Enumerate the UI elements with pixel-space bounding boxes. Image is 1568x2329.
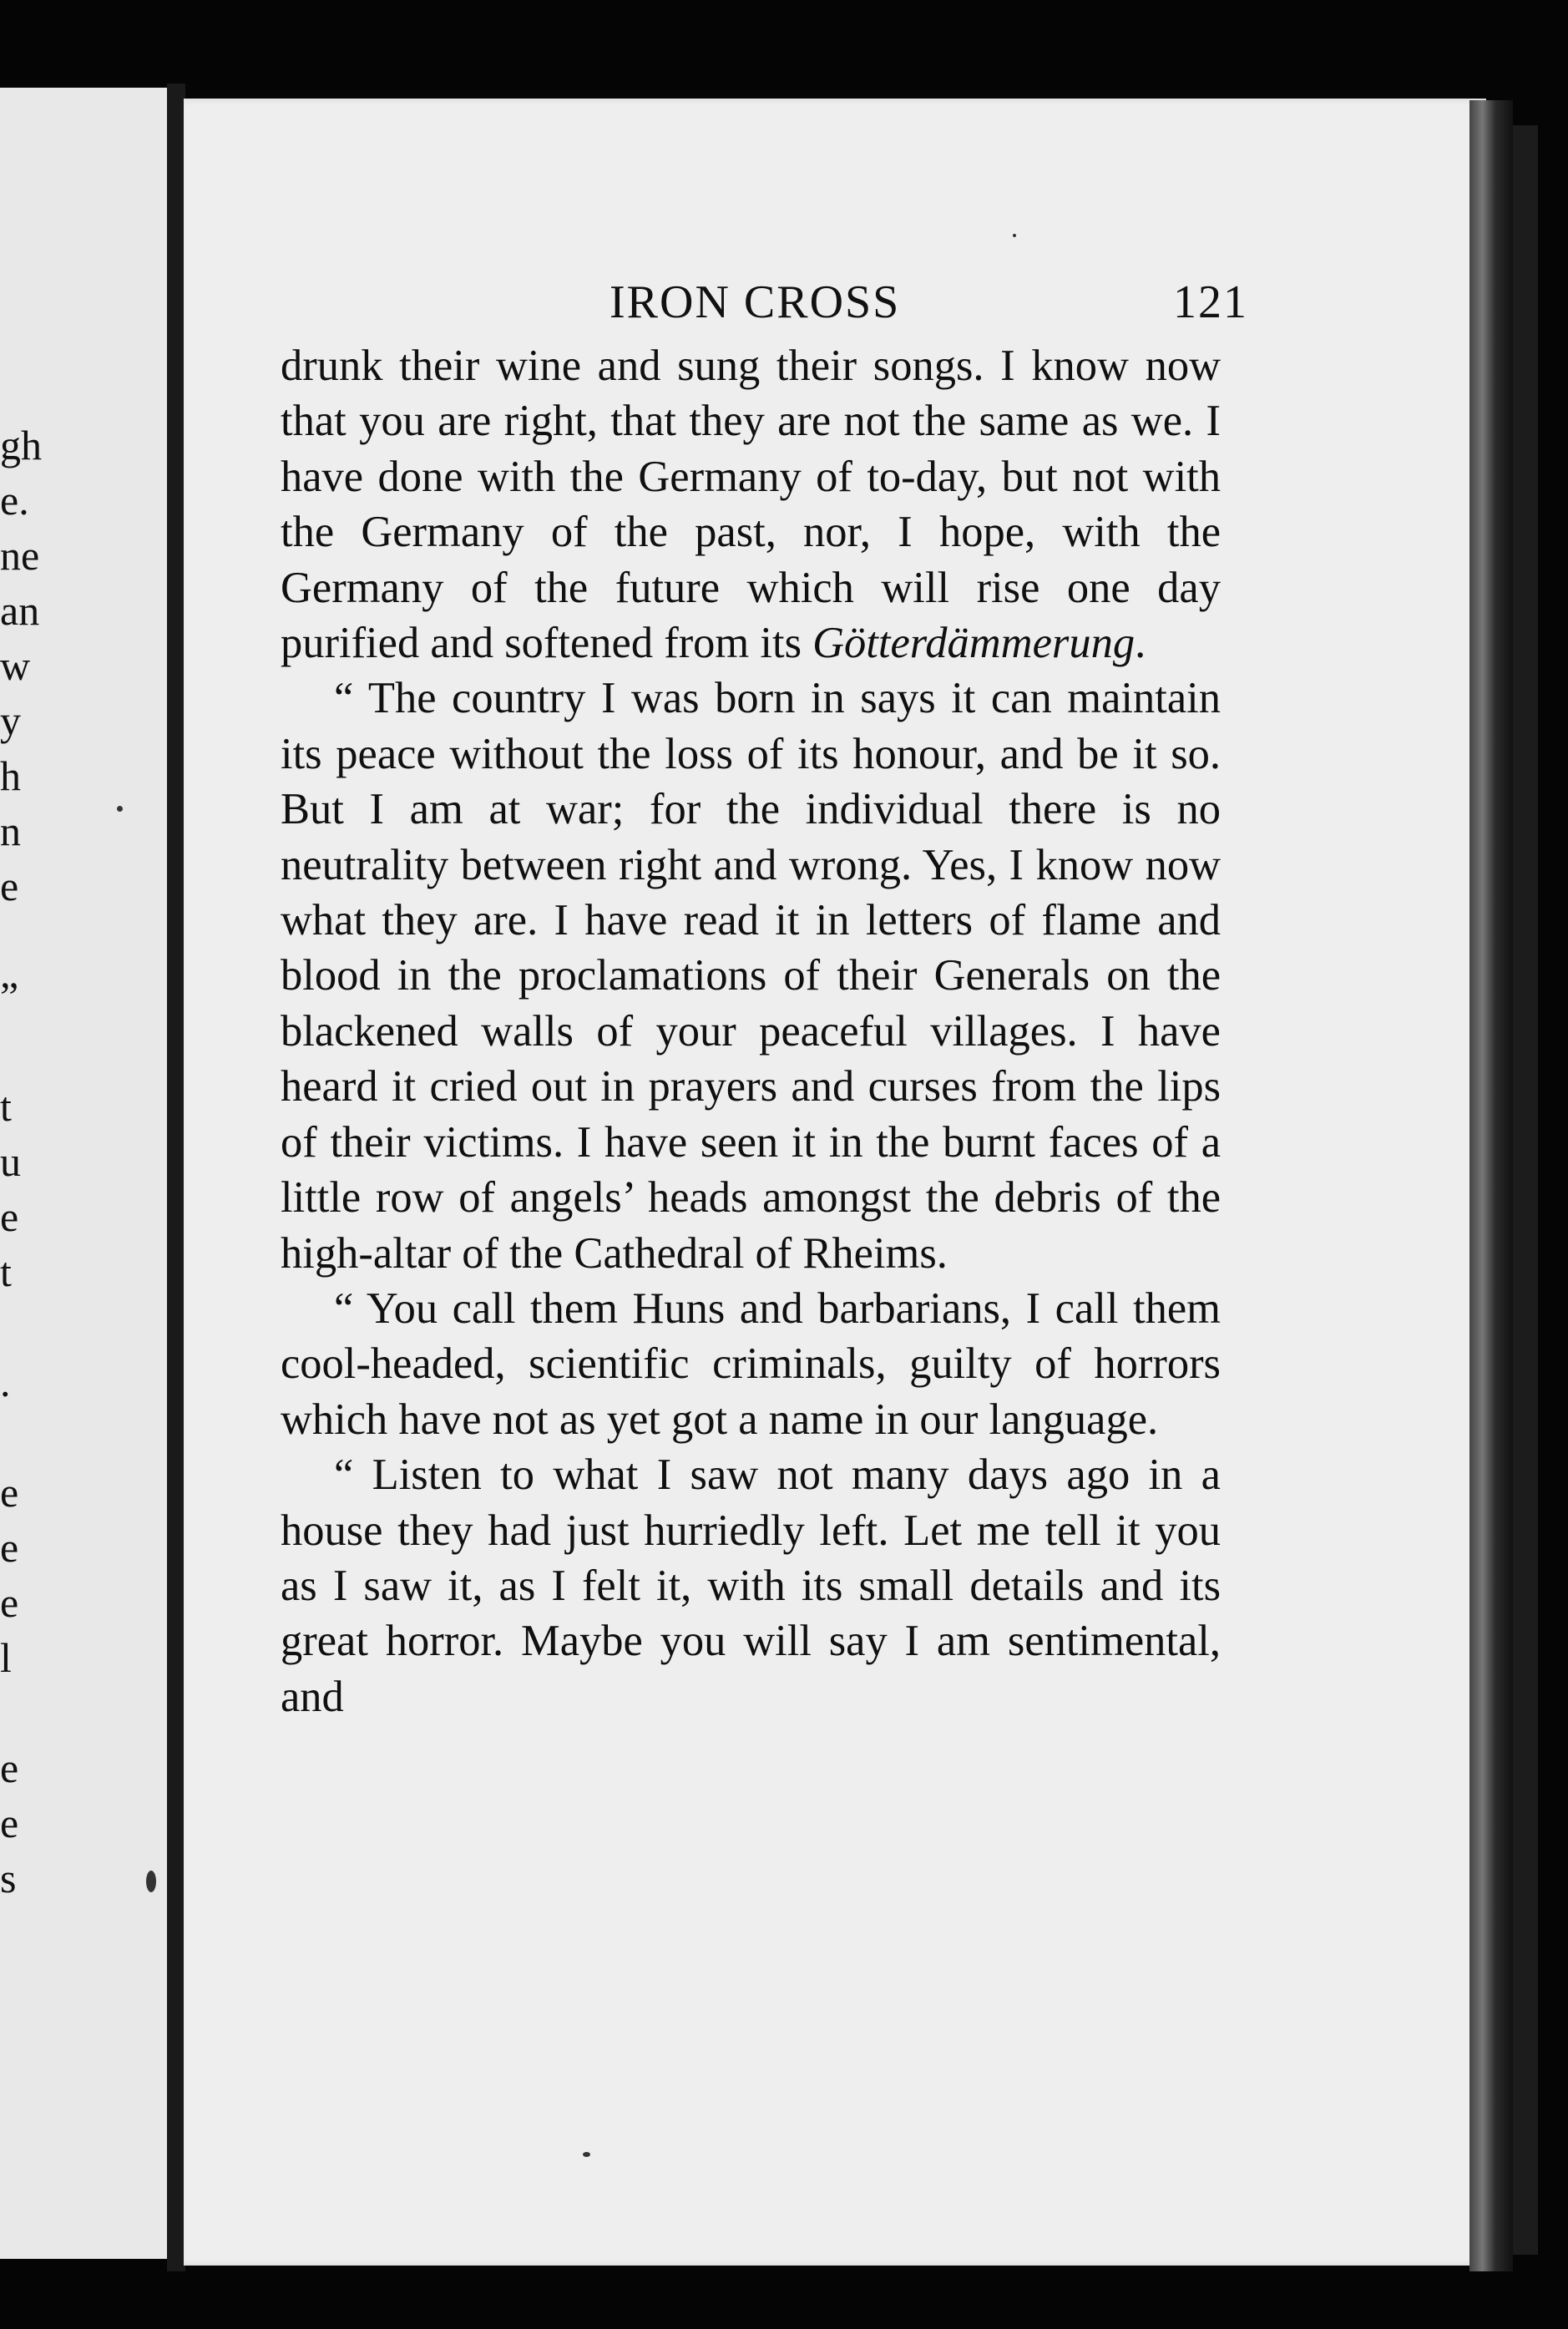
paragraph-text-end: . (1135, 619, 1146, 668)
line-fragment: ” (0, 973, 19, 1020)
paragraph-text: drunk their wine and sung their songs. I know now that you are right, that they are not the same as we. I have done with the Germany of to-day, but not with the Germany of the past, nor, I hope, with the Germany of the future which will rise one day purified and softened from its (281, 342, 1221, 668)
line-fragment: u (0, 1138, 21, 1185)
line-fragment: e (0, 1469, 19, 1516)
line-fragment: e (0, 1193, 19, 1240)
line-fragment (0, 1024, 50, 1079)
body-text (281, 338, 1221, 1724)
scan-speck (146, 1871, 156, 1892)
page-number: 121 (1173, 276, 1248, 328)
book-gutter (167, 84, 185, 2271)
line-fragment: h (0, 752, 21, 799)
running-title: IRON CROSS (609, 276, 901, 328)
line-fragment: n (0, 808, 21, 854)
line-fragment (0, 1685, 50, 1740)
paragraph (281, 338, 1221, 671)
line-fragment: e (0, 1800, 19, 1846)
line-fragment: l (0, 1634, 12, 1681)
line-fragment: t (0, 1083, 12, 1130)
line-fragment: e (0, 1579, 19, 1626)
scan-speck (583, 2152, 590, 2157)
line-fragment: s (0, 1855, 17, 1901)
line-fragment (0, 1299, 50, 1354)
line-fragment: t (0, 1248, 12, 1295)
scan-speck (117, 806, 123, 812)
line-fragment: e (0, 1744, 19, 1791)
line-fragment (0, 1410, 50, 1465)
scan-speck (1013, 234, 1016, 237)
paragraph: “ You call them Huns and barbarians, I call them cool-headed, scientific criminals, guilty of horrors which have not as yet got a name in our language. (281, 1283, 1221, 1444)
line-fragment: w (0, 642, 31, 689)
line-fragment: e. (0, 477, 29, 524)
italic-word: Götterdämmerung (812, 619, 1136, 668)
page-stack-edge (1469, 100, 1513, 2271)
line-fragment: ne (0, 532, 40, 579)
line-fragment (0, 1906, 50, 1961)
previous-page-edge (0, 88, 167, 2259)
line-fragment: . (0, 1359, 11, 1405)
line-fragment: an (0, 587, 40, 634)
paragraph: “ The country I was born in says it can maintain its peace without the loss of its honour, and be it so. But I am at war; for the individual there is no neutrality between right and wrong. Yes, I know now what they are. I have read it in letters of flame and blood in the proclamations of their Generals on the blackened walls of your peaceful villages. I have heard it cried out in prayers and curses from the lips of their victims. I have seen it in the burnt faces of a little row of angels’ heads amongst the debris of the high-altar of the Cathedral of Rheims. (281, 674, 1221, 1278)
line-fragment: y (0, 697, 21, 744)
line-fragment (0, 914, 50, 969)
line-fragment: gh (0, 422, 42, 468)
previous-page-text-fragments (0, 418, 50, 1961)
line-fragment: e (0, 1524, 19, 1571)
book-cover-edge (1513, 125, 1538, 2255)
line-fragment: e (0, 863, 19, 909)
paragraph: “ Listen to what I saw not many days ago in a house they had just hurriedly left. Let me tell it you as I saw it, as I felt it, with its small details and its great horror. Maybe you will say I am sentimental, and (281, 1451, 1221, 1721)
